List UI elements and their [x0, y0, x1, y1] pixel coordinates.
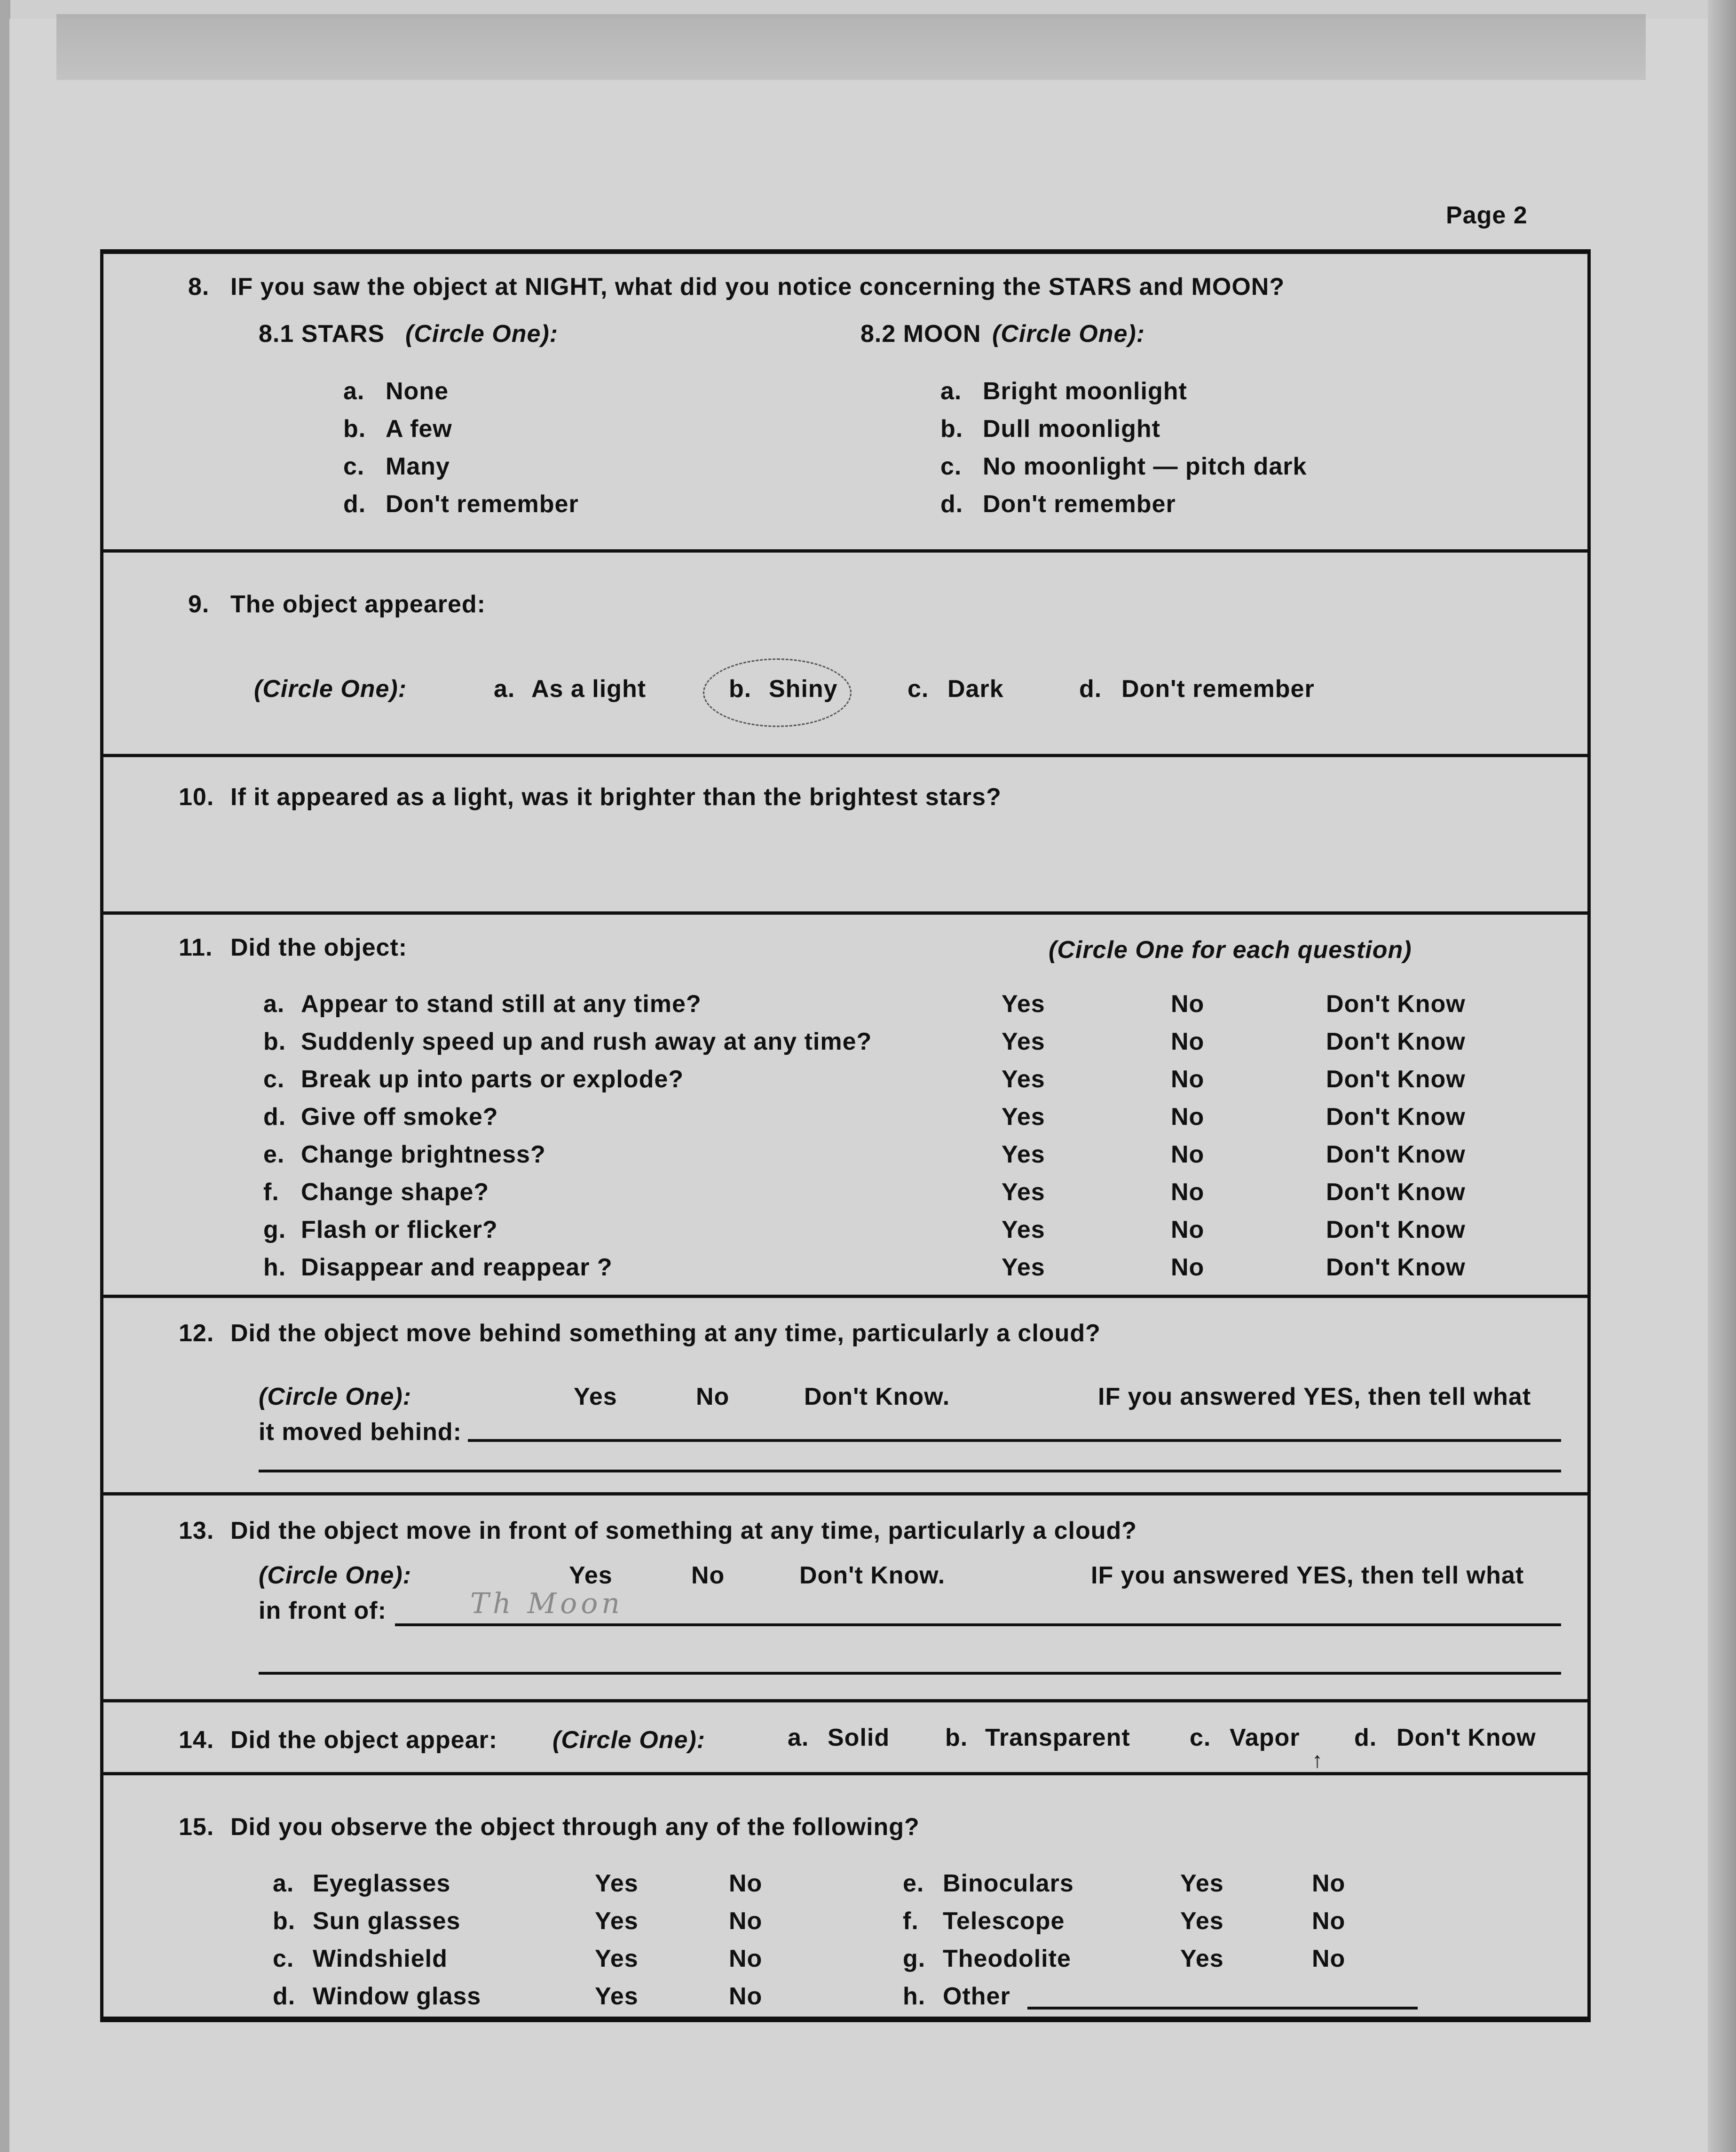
- question-12-section: [103, 1298, 1587, 1495]
- option-text: Bright moonlight: [983, 378, 1187, 405]
- q13-option-yes[interactable]: Yes: [569, 1562, 613, 1589]
- q9-number: 9.: [188, 591, 210, 618]
- item-text: Break up into parts or explode?: [301, 1066, 684, 1093]
- item-letter: h.: [903, 1983, 926, 2010]
- item-letter: d.: [273, 1983, 296, 2010]
- option-text: Dark: [947, 675, 1004, 703]
- q8-moon-label: 8.2 MOON: [860, 320, 981, 348]
- question-9-section: [103, 553, 1587, 757]
- option-text: Don't remember: [983, 491, 1176, 518]
- q13-option-no[interactable]: No: [691, 1562, 725, 1589]
- answer-dont-know[interactable]: Don't Know: [1326, 1028, 1466, 1055]
- q14-instruction: (Circle One):: [552, 1726, 706, 1754]
- option-text: Don't remember: [386, 491, 579, 518]
- q12-field-label: it moved behind:: [259, 1418, 462, 1446]
- q11-instruction: (Circle One for each question): [1049, 936, 1412, 964]
- option-letter: b.: [940, 415, 963, 443]
- answer-yes[interactable]: Yes: [595, 1945, 639, 1972]
- answer-no[interactable]: No: [729, 1907, 763, 1935]
- answer-no[interactable]: No: [1171, 1254, 1205, 1281]
- q8-stars-instruction: (Circle One):: [405, 320, 559, 348]
- option-text: Shiny: [769, 675, 838, 703]
- scan-top-shadow: [56, 14, 1646, 80]
- option-text: A few: [386, 415, 452, 443]
- item-letter: a.: [263, 990, 285, 1018]
- q13-answer-line-2[interactable]: [259, 1672, 1561, 1675]
- option-text: No moonlight — pitch dark: [983, 453, 1307, 480]
- item-text: Telescope: [943, 1907, 1065, 1935]
- answer-dont-know[interactable]: Don't Know: [1326, 1066, 1466, 1093]
- option-letter: a.: [788, 1724, 809, 1751]
- q8-stars-label: 8.1 STARS: [259, 320, 385, 348]
- option-text: Many: [386, 453, 450, 480]
- answer-no[interactable]: No: [1171, 1028, 1205, 1055]
- q15-other-answer-line[interactable]: [1027, 2007, 1418, 2010]
- answer-no[interactable]: No: [1171, 1179, 1205, 1206]
- q14-number: 14.: [179, 1726, 214, 1754]
- q13-question: Did the object move in front of something at any time, particularly a cloud?: [230, 1517, 1137, 1544]
- page-number: Page 2: [1446, 202, 1528, 229]
- answer-yes[interactable]: Yes: [595, 1870, 639, 1897]
- item-letter: g.: [903, 1945, 926, 1972]
- item-letter: c.: [263, 1066, 285, 1093]
- q12-answer-line-1[interactable]: [468, 1439, 1561, 1442]
- answer-dont-know[interactable]: Don't Know: [1326, 1254, 1466, 1281]
- answer-no[interactable]: No: [1171, 1066, 1205, 1093]
- answer-dont-know[interactable]: Don't Know: [1326, 1141, 1466, 1168]
- answer-yes[interactable]: Yes: [1002, 990, 1045, 1018]
- option-letter: b.: [343, 415, 366, 443]
- q11-question: Did the object:: [230, 934, 408, 961]
- option-text: Transparent: [985, 1724, 1130, 1751]
- answer-no[interactable]: No: [1312, 1907, 1346, 1935]
- option-text: Vapor: [1230, 1724, 1300, 1751]
- question-8-section: [103, 254, 1587, 553]
- option-letter: a.: [940, 378, 962, 405]
- q13-number: 13.: [179, 1517, 214, 1544]
- q13-followup: IF you answered YES, then tell what: [1091, 1562, 1524, 1589]
- q13-field-label: in front of:: [259, 1597, 387, 1624]
- option-letter: a.: [494, 675, 515, 703]
- question-10-section: [103, 757, 1587, 915]
- item-text: Theodolite: [943, 1945, 1071, 1972]
- q12-number: 12.: [179, 1320, 214, 1347]
- answer-no[interactable]: No: [1171, 1216, 1205, 1243]
- item-letter: g.: [263, 1216, 286, 1243]
- item-text: Windshield: [313, 1945, 448, 1972]
- q8-question: IF you saw the object at NIGHT, what did you notice concerning the STARS and MOON?: [230, 273, 1285, 301]
- arrow-mark-icon: ↑: [1312, 1748, 1323, 1772]
- option-letter: c.: [907, 675, 929, 703]
- item-letter: b.: [263, 1028, 286, 1055]
- q10-number: 10.: [179, 783, 214, 811]
- q12-answer-line-2[interactable]: [259, 1470, 1561, 1472]
- q15-question: Did you observe the object through any of the following?: [230, 1813, 920, 1841]
- answer-dont-know[interactable]: Don't Know: [1326, 1179, 1466, 1206]
- option-text: None: [386, 378, 449, 405]
- q12-question: Did the object move behind something at any time, particularly a cloud?: [230, 1320, 1101, 1347]
- option-letter: d.: [1354, 1724, 1377, 1751]
- questionnaire-form: [100, 249, 1591, 2022]
- answer-yes[interactable]: Yes: [1002, 1028, 1045, 1055]
- option-letter: b.: [729, 675, 752, 703]
- question-15-section: [103, 1775, 1587, 2027]
- answer-yes[interactable]: Yes: [1002, 1066, 1045, 1093]
- answer-no[interactable]: No: [729, 1983, 763, 2010]
- q15-number: 15.: [179, 1813, 214, 1841]
- answer-yes[interactable]: Yes: [1002, 1179, 1045, 1206]
- answer-yes[interactable]: Yes: [1180, 1870, 1224, 1897]
- q13-option-dont-know[interactable]: Don't Know.: [799, 1562, 946, 1589]
- question-11-section: [103, 915, 1587, 1298]
- item-letter: e.: [903, 1870, 924, 1897]
- answer-no[interactable]: No: [1171, 1141, 1205, 1168]
- answer-yes[interactable]: Yes: [1002, 1103, 1045, 1131]
- option-text: As a light: [531, 675, 647, 703]
- q11-number: 11.: [179, 934, 213, 961]
- answer-no[interactable]: No: [729, 1870, 763, 1897]
- answer-yes[interactable]: Yes: [1002, 1254, 1045, 1281]
- answer-yes[interactable]: Yes: [1180, 1945, 1224, 1972]
- q13-handwritten-answer[interactable]: Th Moon: [470, 1587, 624, 1620]
- q8-moon-instruction: (Circle One):: [992, 320, 1145, 348]
- item-letter: e.: [263, 1141, 285, 1168]
- answer-no[interactable]: No: [1312, 1945, 1346, 1972]
- option-letter: c.: [343, 453, 365, 480]
- option-text: Solid: [828, 1724, 890, 1751]
- q9-instruction: (Circle One):: [254, 675, 407, 703]
- answer-no[interactable]: No: [1171, 990, 1205, 1018]
- option-letter: c.: [940, 453, 962, 480]
- q10-question: If it appeared as a light, was it brighter than the brightest stars?: [230, 783, 1002, 811]
- q8-number: 8.: [188, 273, 210, 301]
- q14-question: Did the object appear:: [230, 1726, 498, 1754]
- item-text: Eyeglasses: [313, 1870, 451, 1897]
- answer-yes[interactable]: Yes: [595, 1983, 639, 2010]
- q13-answer-line-1[interactable]: [395, 1623, 1561, 1626]
- option-letter: a.: [343, 378, 365, 405]
- answer-yes[interactable]: Yes: [595, 1907, 639, 1935]
- answer-yes[interactable]: Yes: [1002, 1141, 1045, 1168]
- option-letter: c.: [1190, 1724, 1211, 1751]
- item-text: Change brightness?: [301, 1141, 546, 1168]
- option-letter: d.: [1079, 675, 1102, 703]
- q12-instruction: (Circle One):: [259, 1383, 412, 1410]
- answer-no[interactable]: No: [1171, 1103, 1205, 1131]
- question-13-section: [103, 1495, 1587, 1702]
- answer-yes[interactable]: Yes: [1180, 1907, 1224, 1935]
- option-text: Don't remember: [1121, 675, 1315, 703]
- q12-option-dont-know[interactable]: Don't Know.: [804, 1383, 950, 1410]
- option-text: Don't Know: [1397, 1724, 1536, 1751]
- item-text: Flash or flicker?: [301, 1216, 498, 1243]
- item-letter: d.: [263, 1103, 286, 1131]
- item-text: Sun glasses: [313, 1907, 461, 1935]
- question-14-section: [103, 1702, 1587, 1775]
- item-text: Appear to stand still at any time?: [301, 990, 702, 1018]
- scan-left-edge: [0, 0, 10, 2152]
- item-text: Change shape?: [301, 1179, 489, 1206]
- item-letter: f.: [903, 1907, 919, 1935]
- item-letter: h.: [263, 1254, 286, 1281]
- answer-dont-know[interactable]: Don't Know: [1326, 1103, 1466, 1131]
- item-text: Other: [943, 1983, 1010, 2010]
- item-letter: b.: [273, 1907, 296, 1935]
- q9-question: The object appeared:: [230, 591, 486, 618]
- item-text: Give off smoke?: [301, 1103, 498, 1131]
- item-text: Window glass: [313, 1983, 481, 2010]
- answer-dont-know[interactable]: Don't Know: [1326, 990, 1466, 1018]
- q13-instruction: (Circle One):: [259, 1562, 412, 1589]
- option-letter: d.: [940, 491, 963, 518]
- option-text: Dull moonlight: [983, 415, 1160, 443]
- q12-option-no[interactable]: No: [696, 1383, 730, 1410]
- q12-option-yes[interactable]: Yes: [574, 1383, 617, 1410]
- answer-no[interactable]: No: [729, 1945, 763, 1972]
- scan-right-edge: [1708, 0, 1736, 2152]
- answer-dont-know[interactable]: Don't Know: [1326, 1216, 1466, 1243]
- answer-no[interactable]: No: [1312, 1870, 1346, 1897]
- item-text: Disappear and reappear ?: [301, 1254, 613, 1281]
- option-letter: d.: [343, 491, 366, 518]
- item-letter: a.: [273, 1870, 294, 1897]
- item-text: Binoculars: [943, 1870, 1074, 1897]
- answer-yes[interactable]: Yes: [1002, 1216, 1045, 1243]
- item-letter: f.: [263, 1179, 279, 1206]
- item-text: Suddenly speed up and rush away at any time?: [301, 1028, 872, 1055]
- item-letter: c.: [273, 1945, 294, 1972]
- q12-followup: IF you answered YES, then tell what: [1098, 1383, 1531, 1410]
- option-letter: b.: [945, 1724, 968, 1751]
